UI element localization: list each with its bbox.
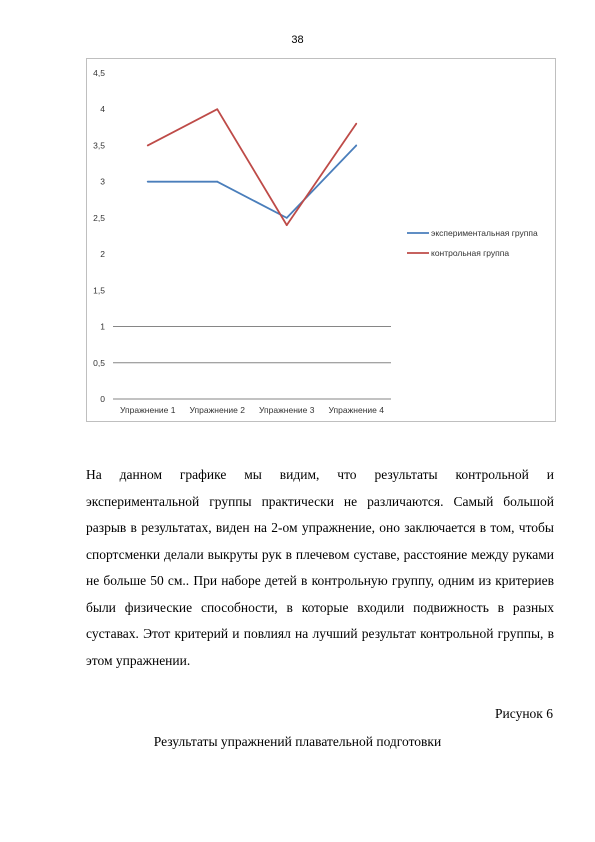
series-point-0 xyxy=(286,217,288,219)
series-point-0 xyxy=(216,181,218,183)
y-tick-label: 3 xyxy=(100,176,105,187)
series-point-1 xyxy=(355,123,357,125)
y-tick-label: 0 xyxy=(100,394,105,404)
line-chart xyxy=(86,58,556,422)
page-number: 38 xyxy=(291,34,304,46)
x-tick-label: Упражнение 2 xyxy=(189,405,245,415)
series-point-1 xyxy=(216,108,218,110)
x-tick-label: Упражнение 4 xyxy=(328,405,384,415)
y-tick-label: 4 xyxy=(100,104,105,115)
x-tick-label: Упражнение 1 xyxy=(120,405,176,415)
series-point-0 xyxy=(355,145,357,147)
series-line-0 xyxy=(148,145,357,217)
y-tick-label: 2,5 xyxy=(93,212,105,223)
y-tick-label: 1 xyxy=(100,321,105,332)
y-tick-label: 2 xyxy=(100,249,105,260)
figure-label: Рисунок 6 xyxy=(495,706,553,721)
series-point-1 xyxy=(286,224,288,226)
x-tick-label: Упражнение 3 xyxy=(259,405,315,415)
y-tick-label: 0,5 xyxy=(93,357,105,368)
legend-label-0: экспериментальная группа xyxy=(431,228,538,238)
figure-caption: Результаты упражнений плавательной подготовки xyxy=(153,734,442,749)
y-tick-label: 3,5 xyxy=(93,140,105,151)
series-point-0 xyxy=(147,181,149,183)
chart-svg xyxy=(87,59,557,423)
y-tick-label: 1,5 xyxy=(93,285,105,296)
y-tick-label: 4,5 xyxy=(93,68,105,78)
series-point-1 xyxy=(147,145,149,147)
body-paragraph: На данном графике мы видим, что результаты контрольной и экспериментальной группы практически не различаются. Самый большой разрыв в результатах, виден на 2-ом упражнение, оно заключается в том, чтобы спортсменки делали выкруты рук в плечевом суставе, расстояние между руками не больше 50 см.. При наборе детей в контрольную группу, одним из критериев были физические способности, в которые входили подвижность в разных суставах. Этот критерий и повлиял на лучший результат контрольной группы, в этом упражнении. xyxy=(86,467,554,668)
legend-label-1: контрольная группа xyxy=(431,248,510,258)
series-line-1 xyxy=(148,109,357,225)
